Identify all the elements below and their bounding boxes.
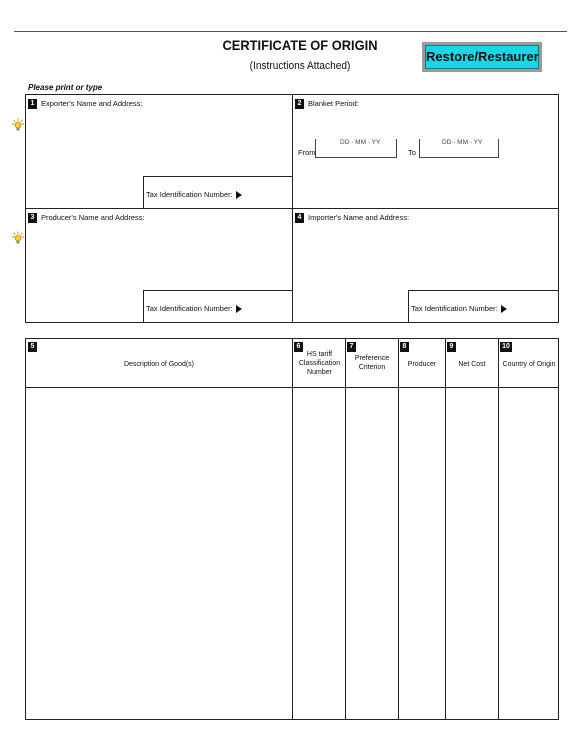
producer-tax-id-field[interactable]	[143, 290, 293, 323]
to-label: To	[408, 148, 416, 157]
column-header-country: Country of Origin	[502, 361, 556, 368]
to-date-field[interactable]	[419, 139, 499, 158]
blanket-period-section	[292, 94, 559, 209]
importer-section[interactable]	[292, 208, 559, 323]
producer-section[interactable]	[25, 208, 293, 323]
to-date-placeholder: DD - MM - YY	[442, 139, 483, 146]
column-header-net-cost: Net Cost	[458, 361, 486, 368]
column-number: 5	[28, 342, 37, 352]
from-date-placeholder: DD - MM - YY	[340, 139, 381, 146]
producer-field[interactable]	[399, 388, 445, 719]
tax-id-label: Tax Identification Number:	[411, 304, 507, 313]
tax-id-label: Tax Identification Number:	[146, 190, 242, 199]
column-number: 8	[400, 342, 409, 352]
header-divider	[14, 31, 567, 32]
blanket-period-label: Blanket Period:	[308, 99, 359, 108]
exporter-label: Exporter's Name and Address:	[41, 99, 143, 108]
hs-tariff-field[interactable]	[293, 388, 345, 719]
section-number: 1	[28, 99, 37, 109]
importer-label: Importer's Name and Address:	[308, 213, 410, 222]
page-title: CERTIFICATE OF ORIGIN	[222, 37, 378, 53]
lightbulb-icon[interactable]	[11, 118, 25, 132]
play-arrow-icon	[501, 305, 507, 313]
from-date-field[interactable]	[315, 139, 397, 158]
page-subtitle: (Instructions Attached)	[249, 60, 351, 72]
column-number: 9	[447, 342, 456, 352]
section-number: 2	[295, 99, 304, 109]
exporter-section[interactable]	[25, 94, 293, 209]
play-arrow-icon	[236, 191, 242, 199]
net-cost-field[interactable]	[446, 388, 498, 719]
producer-label: Producer's Name and Address:	[41, 213, 145, 222]
section-number: 3	[28, 213, 37, 223]
column-header-producer: Producer	[407, 361, 437, 368]
country-field[interactable]	[499, 388, 558, 719]
preference-field[interactable]	[346, 388, 398, 719]
column-number: 7	[347, 342, 356, 352]
goods-table	[25, 338, 559, 720]
restore-button[interactable]	[422, 42, 542, 72]
tax-id-label: Tax Identification Number:	[146, 304, 242, 313]
column-header-hs-tariff: HS tariff Classification Number	[298, 351, 341, 376]
description-field[interactable]	[26, 388, 292, 719]
column-number: 10	[500, 342, 512, 352]
importer-tax-id-field[interactable]	[408, 290, 559, 323]
column-header-description: Description of Good(s)	[123, 361, 195, 368]
lightbulb-icon[interactable]	[11, 231, 25, 245]
print-note: Please print or type	[28, 83, 103, 92]
exporter-tax-id-field[interactable]	[143, 176, 293, 209]
column-number: 6	[294, 342, 303, 352]
restore-button-label: Restore/Restaurer	[425, 45, 539, 69]
section-number: 4	[295, 213, 304, 223]
play-arrow-icon	[236, 305, 242, 313]
column-header-preference: Preference Criterion	[354, 355, 390, 371]
from-label: From	[298, 148, 316, 157]
